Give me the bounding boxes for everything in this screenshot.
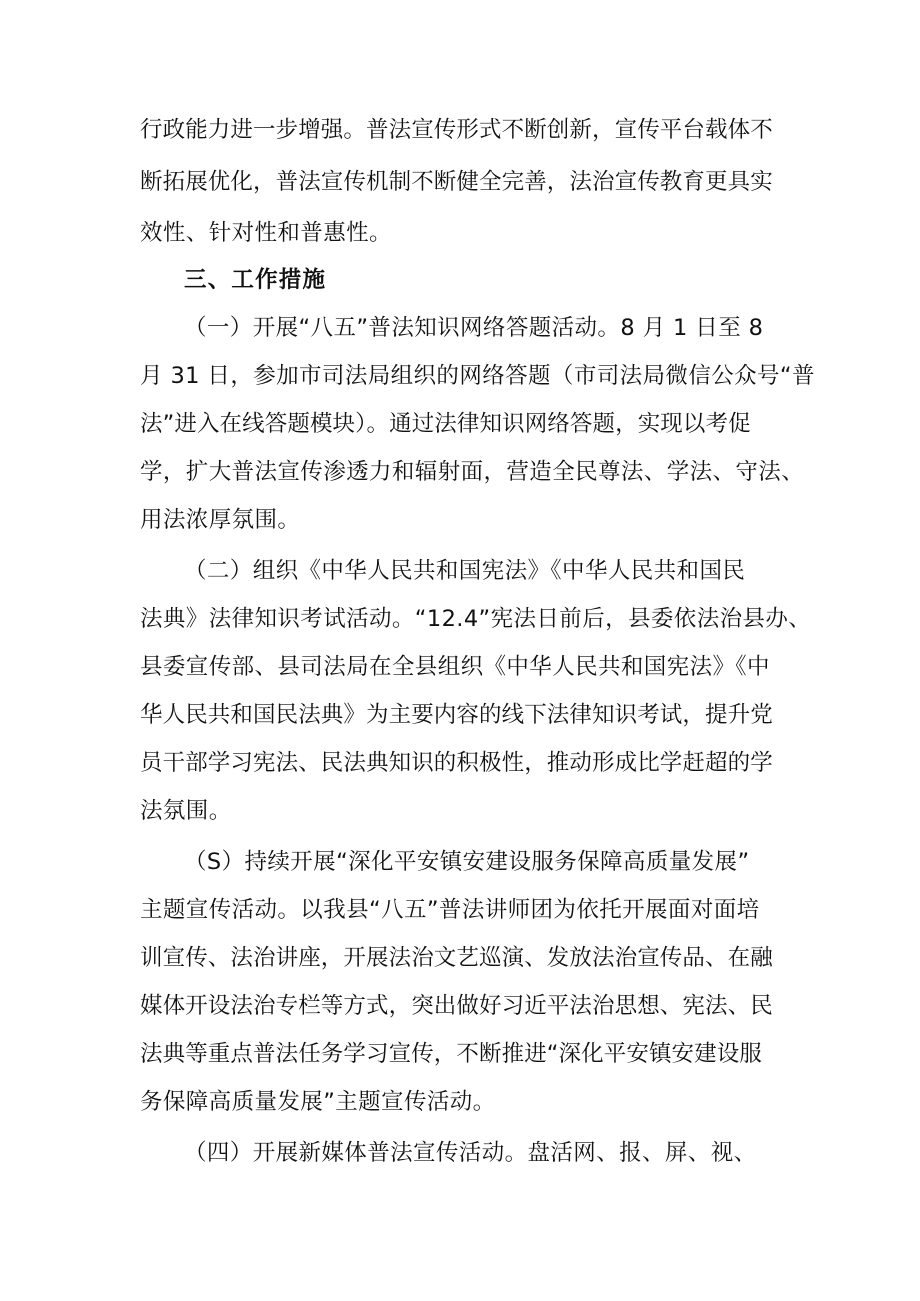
text-line: 主题宣传活动。以我县“八五”普法讲师团为依托开展面对面培 xyxy=(140,897,760,923)
text-line: 法典》法律知识考试活动。“12.4”宪法日前后，县委依法治县办、 xyxy=(140,606,812,632)
text-line: 训宣传、法治讲座，开展法治文艺巡演、发放法治宣传品、在融 xyxy=(140,945,773,971)
text-line: 务保障高质量发展”主题宣传活动。 xyxy=(140,1089,496,1115)
text-line: 法典等重点普法任务学习宣传，不断推进“深化平安镇安建设服 xyxy=(140,1041,762,1067)
text-line: 员干部学习宪法、民法典知识的积极性，推动形成比学赶超的学 xyxy=(140,750,773,776)
text-line: 法”进入在线答题模块）。通过法律知识网络答题，实现以考促 xyxy=(140,411,751,437)
section-heading: 三、工作措施 xyxy=(184,267,327,293)
text-line: 学，扩大普法宣传渗透力和辐射面，营造全民尊法、学法、守法、 xyxy=(140,459,805,485)
text-line: 媒体开设法治专栏等方式，突出做好习近平法治思想、宪法、民 xyxy=(140,993,773,1019)
text-line: 华人民共和国民法典》为主要内容的线下法律知识考试，提升党 xyxy=(140,702,773,728)
paragraph-first-line: （四）开展新媒体普法宣传活动。盘活网、报、屏、视、 xyxy=(184,1140,757,1166)
text-line: 行政能力进一步增强。普法宣传形式不断创新，宣传平台载体不 xyxy=(140,117,773,143)
text-line: 月 31 日，参加市司法局组织的网络答题（市司法局微信公众号“普 xyxy=(140,363,815,389)
paragraph-first-line: （一）开展“八五”普法知识网络答题活动。8 月 1 日至 8 xyxy=(184,315,764,341)
text-line: 用法浓厚氛围。 xyxy=(140,507,301,533)
text-line: 法氛围。 xyxy=(140,798,232,824)
paragraph-first-line: （S）持续开展“深化平安镇安建设服务保障高质量发展” xyxy=(184,849,750,875)
paragraph-first-line: （二）组织《中华人民共和国宪法》《中华人民共和国民 xyxy=(184,558,746,584)
text-line: 县委宣传部、县司法局在全县组织《中华人民共和国宪法》《中 xyxy=(140,654,770,680)
text-line: 断拓展优化，普法宣传机制不断健全完善，法治宣传教育更具实 xyxy=(140,169,773,195)
text-line: 效性、针对性和普惠性。 xyxy=(140,220,392,246)
